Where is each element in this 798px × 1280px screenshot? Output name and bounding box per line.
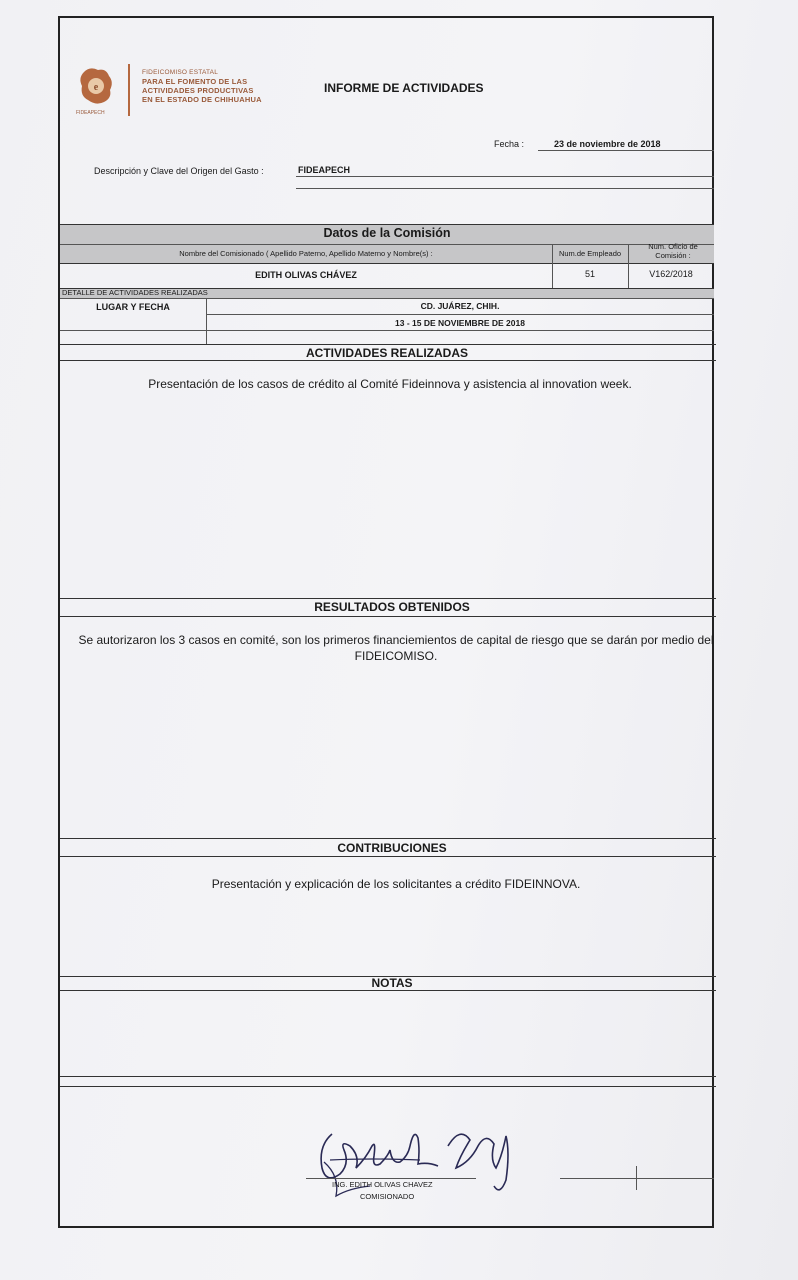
detalle-title: DETALLE DE ACTIVIDADES REALIZADAS bbox=[62, 288, 208, 297]
col-empleado-header: Num.de Empleado bbox=[558, 249, 622, 258]
section-rule bbox=[60, 1076, 716, 1077]
logo-caption: FIDEAPECH bbox=[76, 110, 105, 116]
lugar-value: CD. JUÁREZ, CHIH. bbox=[420, 301, 500, 311]
section-rule bbox=[60, 838, 716, 839]
origen-label: Descripción y Clave del Origen del Gasto : bbox=[94, 166, 264, 176]
contribuciones-text: Presentación y explicación de los solicitantes a crédito FIDEINNOVA. bbox=[211, 877, 581, 891]
signature-line bbox=[306, 1178, 476, 1179]
col-oficio-header: Num. Oficio de Comisión : bbox=[648, 242, 698, 260]
actividades-title: ACTIVIDADES REALIZADAS bbox=[305, 346, 468, 360]
section-rule bbox=[60, 856, 716, 857]
actividades-text: Presentación de los casos de crédito al Comité Fideinnova y asistencia al innovation week. bbox=[148, 377, 632, 391]
resultados-text: Se autorizaron los 3 casos en comité, son los primeros financiemientos de capital de riesgo que se darán por medio del FIDEICOMISO. bbox=[78, 633, 714, 663]
notas-title: NOTAS bbox=[371, 976, 413, 990]
form-frame bbox=[58, 16, 714, 1228]
section-rule bbox=[60, 344, 716, 345]
org-line: PARA EL FOMENTO DE LAS bbox=[142, 77, 248, 86]
org-line: ACTIVIDADES PRODUCTIVAS bbox=[142, 86, 254, 95]
section-rule bbox=[60, 990, 716, 991]
fecha-underline bbox=[538, 150, 714, 151]
contribuciones-title: CONTRIBUCIONES bbox=[337, 841, 447, 855]
section-rule bbox=[60, 616, 716, 617]
row-line bbox=[206, 314, 714, 315]
fecha-label: Fecha : bbox=[494, 139, 525, 149]
fideapech-logo-icon bbox=[76, 64, 116, 112]
origen-value: FIDEAPECH bbox=[298, 165, 351, 175]
col-divider bbox=[628, 244, 629, 288]
logo-divider bbox=[128, 64, 130, 116]
section-rule bbox=[60, 1086, 716, 1087]
signer-name: ING. EDITH OLIVAS CHAVEZ bbox=[332, 1180, 433, 1189]
lugar-label: LUGAR Y FECHA bbox=[96, 302, 170, 312]
comision-title: Datos de la Comisión bbox=[323, 226, 451, 240]
origen-underline bbox=[296, 176, 714, 177]
employee-number: 51 bbox=[584, 269, 595, 279]
svg-text:e: e bbox=[93, 82, 99, 93]
section-rule bbox=[60, 360, 716, 361]
second-signature-tick bbox=[636, 1166, 637, 1190]
fecha-value: 23 de noviembre de 2018 bbox=[554, 139, 661, 149]
row-line bbox=[60, 330, 714, 331]
signer-role: COMISIONADO bbox=[360, 1192, 415, 1201]
col-nombre-header: Nombre del Comisionado ( Apellido Paterno, Apellido Materno y Nombre(s) : bbox=[179, 249, 433, 258]
section-rule bbox=[60, 598, 716, 599]
org-line: EN EL ESTADO DE CHIHUAHUA bbox=[142, 95, 262, 104]
document-title: INFORME DE ACTIVIDADES bbox=[324, 81, 484, 95]
comisionado-name: EDITH OLIVAS CHÁVEZ bbox=[255, 270, 357, 280]
org-line: FIDEICOMISO ESTATAL bbox=[142, 69, 219, 76]
second-signature-line bbox=[560, 1178, 714, 1179]
origen-underline-2 bbox=[296, 188, 714, 189]
oficio-number: V162/2018 bbox=[649, 269, 693, 279]
org-name bbox=[142, 68, 262, 104]
resultados-title: RESULTADOS OBTENIDOS bbox=[314, 600, 470, 614]
fecha-comision: 13 - 15 DE NOVIEMBRE DE 2018 bbox=[395, 318, 525, 328]
signature-icon bbox=[310, 1116, 530, 1206]
